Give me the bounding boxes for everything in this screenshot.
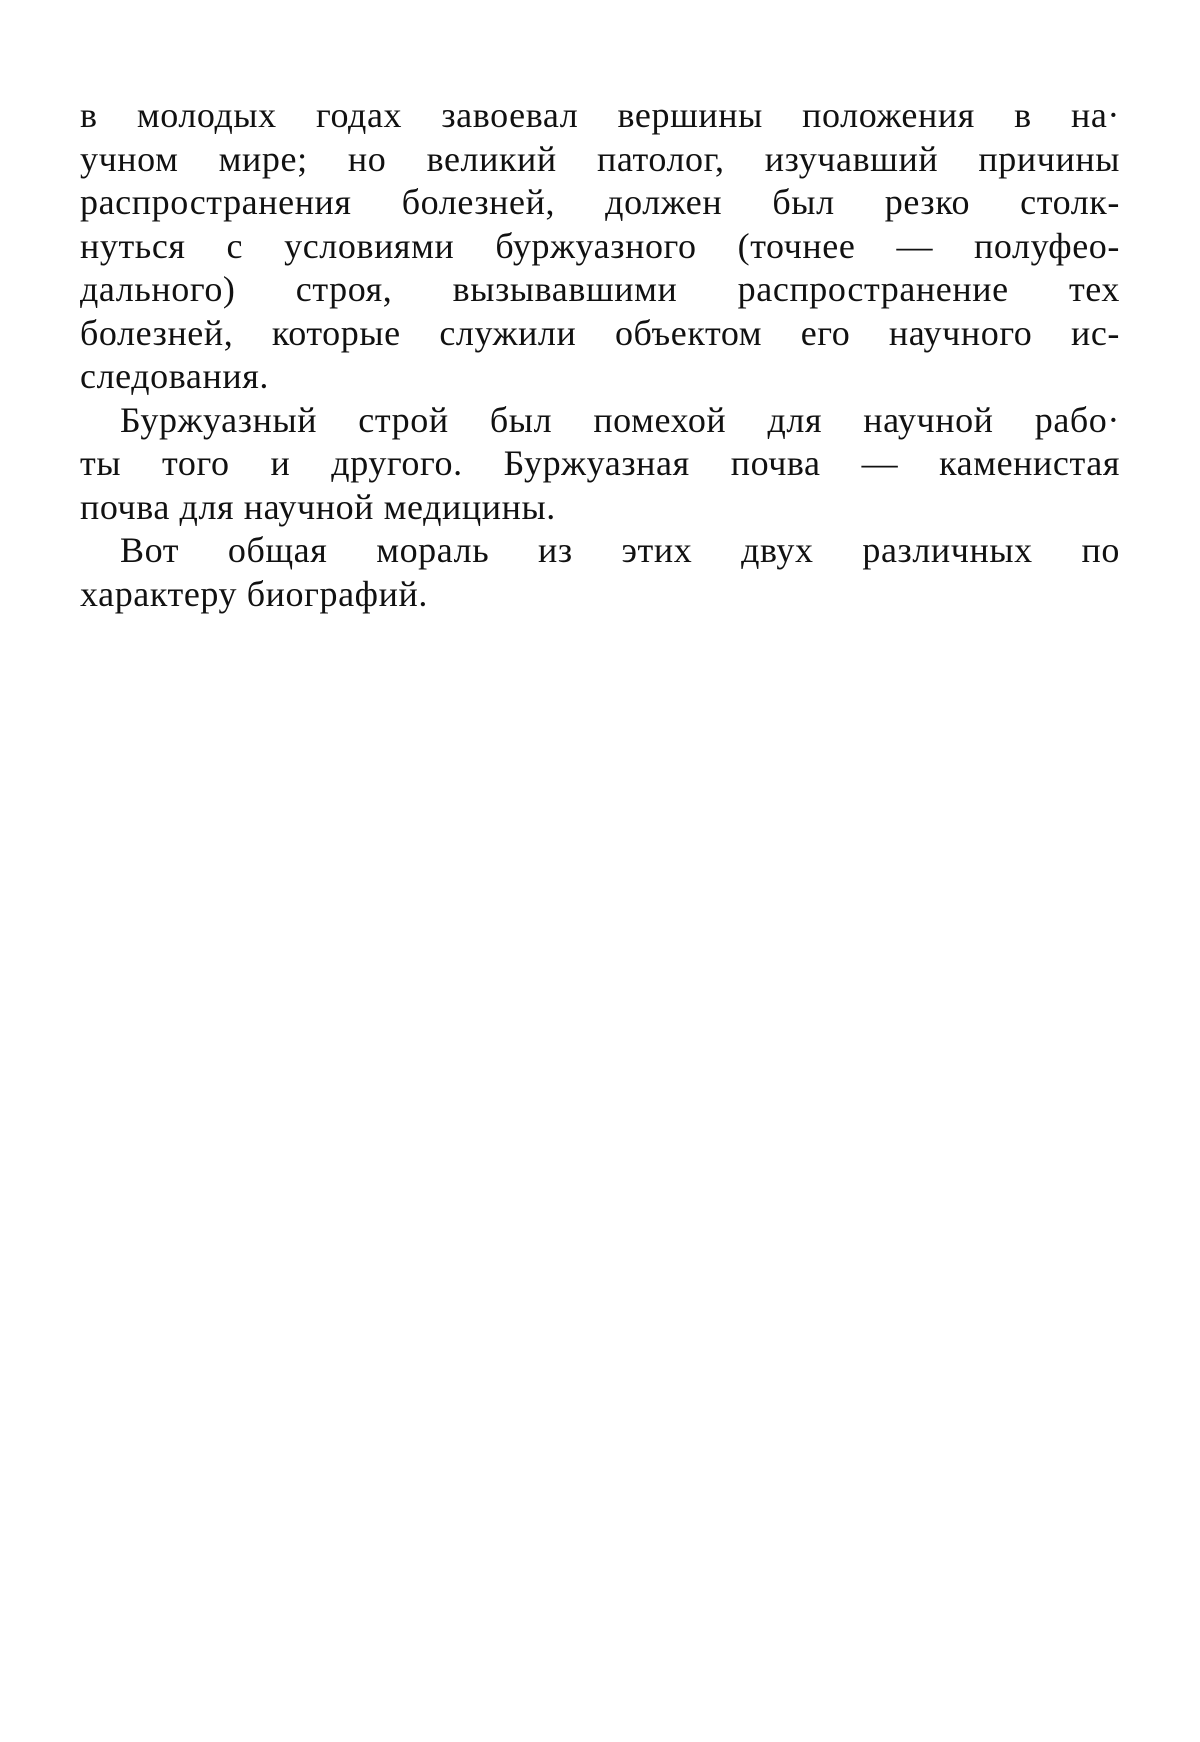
paragraph-1: [80, 94, 1120, 399]
text-line: распространения болезней, должен был резко столк-: [80, 182, 1120, 222]
text-line: учном мире; но великий патолог, изучавший причины: [80, 138, 1120, 179]
paragraph-3: [80, 529, 1120, 616]
text-line: в молодых годах завоевал вершины положения в на·: [80, 95, 1120, 135]
paragraph-2: [80, 399, 1120, 530]
body-text: [80, 94, 1120, 616]
text-line: нуться с условиями буржуазного (точнее — полуфео-: [80, 225, 1120, 266]
text-line: почва для научной медицины.: [80, 486, 556, 527]
text-line: характеру биографий.: [80, 573, 428, 614]
text-line: Вот общая мораль из этих двух различных по: [120, 530, 1120, 570]
text-line: дального) строя, вызывавшими распространение тех: [80, 269, 1120, 309]
text-line: Буржуазный строй был помехой для научной рабо·: [120, 399, 1120, 440]
text-line: следования.: [80, 356, 269, 396]
text-line: ты того и другого. Буржуазная почва — каменистая: [80, 443, 1120, 483]
text-line: болезней, которые служили объектом его научного ис-: [80, 312, 1120, 353]
